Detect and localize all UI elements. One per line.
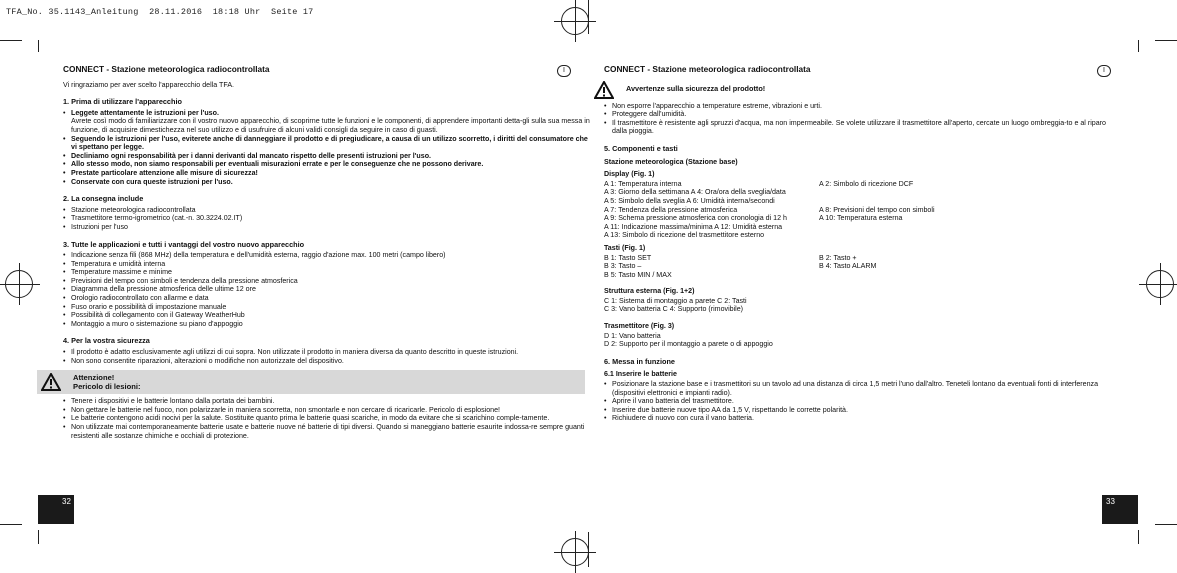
section-heading: 6. Messa in funzione: [604, 356, 675, 366]
list-item: • Decliniamo ogni responsabilità per i danni derivanti dal mancato rispetto delle presenti istruzioni per l'uso.: [63, 152, 593, 161]
crop-mark: [38, 40, 39, 52]
list-item: • Orologio radiocontrollato con allarme e data: [63, 294, 593, 303]
list-item: • Le batterie contengono acidi nocivi per la salute. Sostituite quanto prima le batterie quasi scariche, in modo da evitare che si scarichino comple-tamente.: [63, 414, 593, 423]
table-row: B 5: Tasto MIN / MAX: [604, 270, 672, 279]
language-badge-right: I: [1097, 65, 1111, 77]
list-item: • Aprire il vano batteria del trasmettitore.: [604, 397, 1116, 406]
registration-mark: [561, 538, 589, 566]
warning-triangle-icon: [594, 81, 614, 99]
list-item: • Stazione meteorologica radiocontrollata: [63, 206, 593, 215]
list-item: • Temperatura e umidità interna: [63, 260, 593, 269]
warning-heading: Avvertenze sulla sicurezza del prodotto!: [626, 84, 766, 94]
list-item: • Temperature massime e minime: [63, 268, 593, 277]
crop-mark: [1155, 40, 1177, 41]
list-item: • Il trasmettitore è resistente agli spruzzi d'acqua, ma non impermeabile. Se volete utilizzare il trasmettitore all'aperto, cercate un luogo ombreggia-to e al riparo dalla pioggia.: [604, 119, 1116, 136]
language-badge-left: I: [557, 65, 571, 77]
warning-subtitle: Pericolo di lesioni:: [73, 382, 141, 392]
list-item: • Non gettare le batterie nel fuoco, non polarizzarle in maniera scorretta, non smontarle e non cercare di ricaricarle. Pericolo di esplosione!: [63, 406, 593, 415]
table-row: A 13: Simbolo di ricezione del trasmettitore esterno: [604, 231, 765, 240]
list-item: • Montaggio a muro o sistemazione su piano d'appoggio: [63, 320, 593, 329]
instruction-list: [63, 109, 593, 186]
table-row: A 11: Indicazione massima/minima A 12: Umidità esterna: [604, 222, 783, 231]
table-row: B 1: Tasto SET B 2: Tasto +: [604, 253, 857, 262]
list-item: • Non esporre l'apparecchio a temperature estreme, vibrazioni e urti.: [604, 102, 1116, 111]
subsection-heading: Stazione meteorologica (Stazione base): [604, 157, 738, 166]
crop-mark: [0, 40, 22, 41]
section-heading: 1. Prima di utilizzare l'apparecchio: [63, 97, 182, 107]
subsection-heading: Trasmettitore (Fig. 3): [604, 322, 675, 331]
list-item: • Indicazione senza fili (868 MHz) della temperatura e dell'umidità esterna, raggio d'azione max. 100 metri (campo libero): [63, 251, 593, 260]
registration-mark: [1146, 270, 1174, 298]
parts-line: C 3: Vano batteria C 4: Supporto (rimovibile): [604, 305, 744, 314]
list-item: • Allo stesso modo, non siamo responsabili per eventuali misurazioni errate e per le conseguenze che ne possono derivare.: [63, 160, 593, 169]
page-number-left: 32: [38, 495, 74, 524]
table-row: A 7: Tendenza della pressione atmosferica A 8: Previsioni del tempo con simboli: [604, 205, 935, 214]
section-heading: 5. Componenti e tasti: [604, 143, 678, 153]
features-list: [63, 251, 593, 328]
subsection-heading: 6.1 Inserire le batterie: [604, 370, 677, 379]
table-row: A 1: Temperatura interna A 2: Simbolo di ricezione DCF: [604, 179, 914, 188]
list-item: • Seguendo le istruzioni per l'uso, eviterete anche di danneggiare il prodotto e di pregiudicare, a causa di un utilizzo scorretto, i diritti del consumatore che vi spettano per legge.: [63, 135, 593, 152]
section-heading: 3. Tutte le applicazioni e tutti i vantaggi del vostro nuovo apparecchio: [63, 239, 305, 249]
list-item: • Proteggere dall'umidità.: [604, 110, 1116, 119]
crop-mark: [1138, 40, 1139, 52]
parts-line: C 1: Sistema di montaggio a parete C 2: Tasti: [604, 296, 747, 305]
crop-mark: [1155, 524, 1177, 525]
list-item: • Conservate con cura queste istruzioni per l'uso.: [63, 178, 593, 187]
list-item: • Leggete attentamente le istruzioni per l'uso. Avrete così modo di familiarizzare con il vostro nuovo apparecchio, di scoprirne tutte le funzioni e le componenti, di apprendere importanti detta-gli sulla sua messa in funzione, di acquisire dimestichezza nel suo utilizzo e di usufruire di alcuni validi consigli da seguire in caso di guasti.: [63, 109, 593, 135]
print-header: TFA_No. 35.1143_Anleitung 28.11.2016 18:18 Uhr Seite 17: [6, 7, 314, 17]
crop-mark: [0, 524, 22, 525]
list-item: • Non sono consentite riparazioni, alterazioni o modifiche non autorizzate del dispositivo.: [63, 357, 593, 366]
table-row: A 5: Simbolo della sveglia A 6: Umidità interna/secondi: [604, 196, 775, 205]
keys-parts: [604, 254, 1116, 280]
registration-mark: [5, 270, 33, 298]
table-row: A 3: Giorno della settimana A 4: Ora/ora della sveglia/data: [604, 188, 786, 197]
list-item: • Posizionare la stazione base e i trasmettitori su un tavolo ad una distanza di circa 1,5 metri l'uno dall'altro. Teneteli lontano da eventuali fonti di interferenza (dispositivi elettronici e impianti radio).: [604, 380, 1116, 397]
subsection-heading: Display (Fig. 1): [604, 170, 655, 179]
delivery-list: [63, 206, 593, 232]
warning-list: [63, 397, 593, 440]
intro-text: Vi ringraziamo per aver scelto l'apparecchio della TFA.: [63, 80, 235, 89]
table-row: A 9: Schema pressione atmosferica con cronologia di 12 h A 10: Temperatura esterna: [604, 214, 903, 223]
warning-triangle-icon: [41, 373, 61, 391]
list-item: • Previsioni del tempo con simboli e tendenza della pressione atmosferica: [63, 277, 593, 286]
left-page: [63, 65, 593, 440]
list-item: • Richiudere di nuovo con cura il vano batteria.: [604, 414, 1116, 423]
parts-line: D 1: Vano batteria: [604, 331, 661, 340]
table-row: B 3: Tasto – B 4: Tasto ALARM: [604, 262, 877, 271]
crop-mark: [38, 530, 39, 544]
list-item: • Trasmettitore termo-igrometrico (cat.-n. 30.3224.02.IT): [63, 214, 593, 223]
list-item: • Il prodotto è adatto esclusivamente agli utilizzi di cui sopra. Non utilizzate il prodotto in maniera diversa da quanto descritto in queste istruzioni.: [63, 348, 593, 357]
product-warning-list: [604, 102, 1116, 136]
page-title: CONNECT - Stazione meteorologica radiocontrollata: [604, 64, 811, 74]
list-item: • Diagramma della pressione atmosferica delle ultime 12 ore: [63, 285, 593, 294]
list-item: • Istruzioni per l'uso: [63, 223, 593, 232]
subsection-heading: Struttura esterna (Fig. 1+2): [604, 287, 695, 296]
registration-mark: [561, 7, 589, 35]
right-page: [604, 65, 1116, 423]
warning-title: Attenzione!: [73, 373, 115, 383]
product-safety-warning: [594, 81, 1116, 99]
list-item: • Non utilizzate mai contemporaneamente batterie usate e batterie nuove né batterie di tipi diversi. Quando si maneggiano batterie esaurite indossa-re sempre guanti resistenti alle sostanze chimiche e occhiali di protezione.: [63, 423, 593, 440]
list-item: • Fuso orario e possibilità di impostazione manuale: [63, 303, 593, 312]
page-number-right: 33: [1102, 495, 1138, 524]
list-item: • Possibilità di collegamento con il Gateway WeatherHub: [63, 311, 593, 320]
list-item: • Inserire due batterie nuove tipo AA da 1,5 V, rispettando le corrette polarità.: [604, 406, 1116, 415]
display-parts: [604, 180, 1116, 240]
section-heading: 2. La consegna include: [63, 194, 144, 204]
page-title: CONNECT - Stazione meteorologica radiocontrollata: [63, 64, 270, 74]
list-item: • Prestate particolare attenzione alle misure di sicurezza!: [63, 169, 593, 178]
parts-line: D 2: Supporto per il montaggio a parete o di appoggio: [604, 340, 773, 349]
setup-list: [604, 380, 1116, 423]
crop-mark: [1138, 530, 1139, 544]
list-item: • Tenere i dispositivi e le batterie lontano dalla portata dei bambini.: [63, 397, 593, 406]
section-heading: 4. Per la vostra sicurezza: [63, 336, 150, 346]
safety-list: [63, 348, 593, 365]
subsection-heading: Tasti (Fig. 1): [604, 243, 646, 252]
warning-box: [37, 370, 585, 394]
